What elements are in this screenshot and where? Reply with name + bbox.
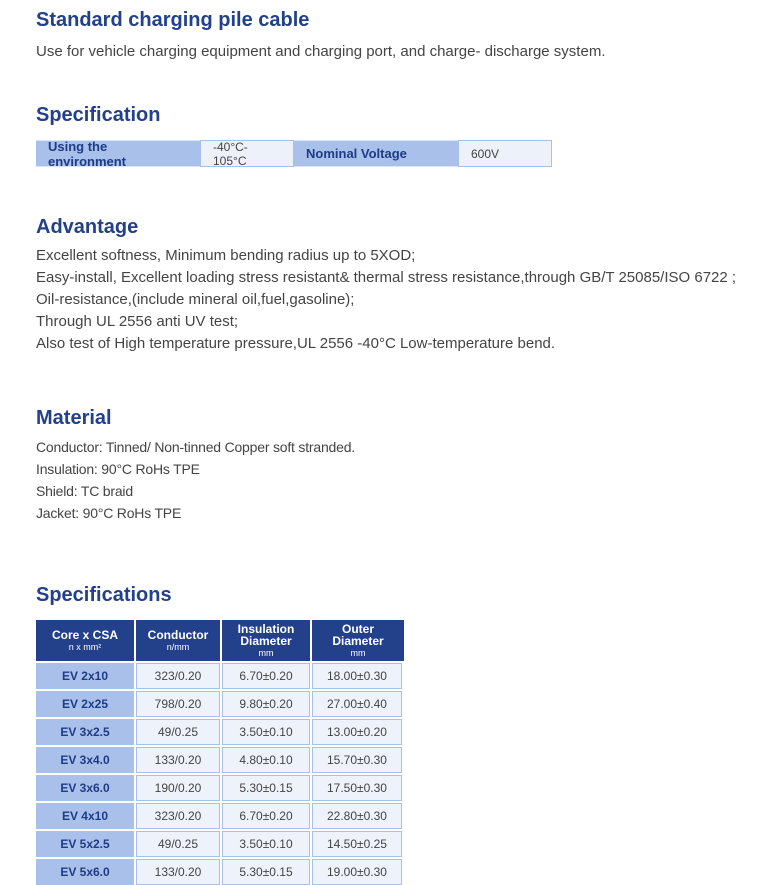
specifications-heading: Specifications [36, 584, 172, 606]
advantage-line: Easy-install, Excellent loading stress resistant& thermal stress resistance,through GB/T 25085/ISO 6722 ; [36, 269, 737, 286]
specification-strip [36, 140, 552, 167]
advantage-line: Also test of High temperature pressure,UL 2556 -40°C Low-temperature bend. [36, 335, 556, 352]
specifications-table [36, 620, 404, 885]
table-cell: EV 4x10 [36, 801, 136, 829]
table-cell: 13.00±0.20 [312, 717, 404, 745]
table-cell: 133/0.20 [136, 857, 222, 885]
table-cell: 3.50±0.10 [222, 717, 312, 745]
table-header-row [36, 620, 404, 661]
table-cell: 19.00±0.30 [312, 857, 404, 885]
spec-label-voltage: Nominal Voltage [294, 140, 458, 167]
specification-heading: Specification [36, 104, 161, 126]
table-row [36, 829, 404, 857]
column-header-core-csa: Core x CSA n x mm² [36, 620, 136, 661]
table-cell: 15.70±0.30 [312, 745, 404, 773]
table-cell: 798/0.20 [136, 689, 222, 717]
advantage-line: Through UL 2556 anti UV test; [36, 313, 239, 330]
material-list [36, 436, 355, 524]
table-cell: 6.70±0.20 [222, 801, 312, 829]
table-cell: 27.00±0.40 [312, 689, 404, 717]
table-row [36, 745, 404, 773]
material-line: Insulation: 90°C RoHs TPE [36, 461, 200, 477]
table-cell: 3.50±0.10 [222, 829, 312, 857]
table-cell: 323/0.20 [136, 801, 222, 829]
table-cell: 133/0.20 [136, 745, 222, 773]
table-cell: 5.30±0.15 [222, 773, 312, 801]
material-line: Jacket: 90°C RoHs TPE [36, 505, 182, 521]
column-header-insulation-diameter: Insulation Diameter mm [222, 620, 312, 661]
advantage-line: Excellent softness, Minimum bending radius up to 5XOD; [36, 247, 416, 264]
table-cell: 190/0.20 [136, 773, 222, 801]
table-row [36, 717, 404, 745]
column-header-outer-diameter: Outer Diameter mm [312, 620, 404, 661]
table-cell: 5.30±0.15 [222, 857, 312, 885]
table-cell: 4.80±0.10 [222, 745, 312, 773]
material-line: Conductor: Tinned/ Non-tinned Copper soft stranded. [36, 439, 355, 455]
table-cell: 49/0.25 [136, 829, 222, 857]
table-cell: 9.80±0.20 [222, 689, 312, 717]
table-cell: EV 5x2.5 [36, 829, 136, 857]
table-row [36, 801, 404, 829]
page-title: Standard charging pile cable [36, 9, 310, 31]
product-description: Use for vehicle charging equipment and charging port, and charge- discharge system. [36, 43, 606, 60]
table-row [36, 857, 404, 885]
spec-value-voltage: 600V [458, 140, 552, 167]
table-cell: EV 3x2.5 [36, 717, 136, 745]
table-cell: 17.50±0.30 [312, 773, 404, 801]
table-cell: EV 3x4.0 [36, 745, 136, 773]
advantage-heading: Advantage [36, 216, 139, 238]
spec-value-environment: -40°C-105°C [200, 140, 294, 167]
table-cell: EV 3x6.0 [36, 773, 136, 801]
table-row [36, 773, 404, 801]
table-row [36, 689, 404, 717]
advantage-line: Oil-resistance,(include mineral oil,fuel,gasoline); [36, 291, 355, 308]
table-cell: 6.70±0.20 [222, 661, 312, 689]
table-cell: EV 5x6.0 [36, 857, 136, 885]
table-row [36, 661, 404, 689]
advantage-list [36, 245, 736, 355]
material-heading: Material [36, 407, 112, 429]
table-cell: 22.80±0.30 [312, 801, 404, 829]
table-cell: 18.00±0.30 [312, 661, 404, 689]
material-line: Shield: TC braid [36, 483, 133, 499]
table-cell: 323/0.20 [136, 661, 222, 689]
table-cell: EV 2x25 [36, 689, 136, 717]
table-cell: 49/0.25 [136, 717, 222, 745]
table-cell: 14.50±0.25 [312, 829, 404, 857]
column-header-conductor: Conductor n/mm [136, 620, 222, 661]
table-cell: EV 2x10 [36, 661, 136, 689]
spec-label-environment: Using the environment [36, 140, 200, 167]
